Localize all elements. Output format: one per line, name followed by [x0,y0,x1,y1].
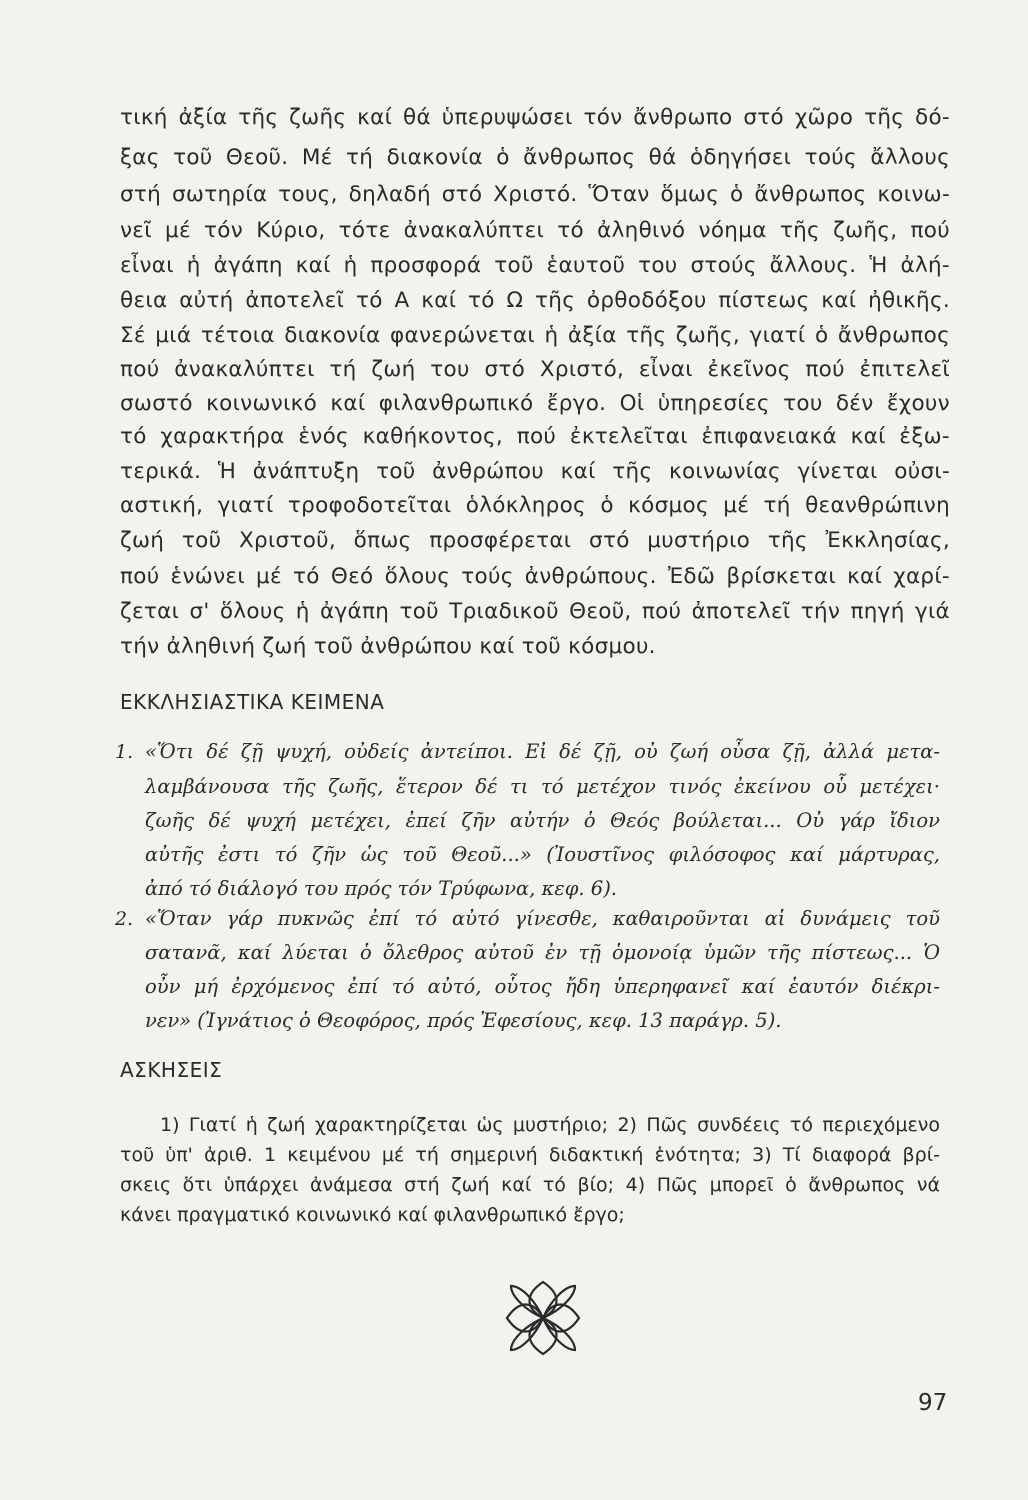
page-number: 97 [918,1390,948,1416]
quote-number: 1. [115,741,134,763]
body-line: αστική, γιατί τροφοδοτεῖται ὁλόκληρος ὁ κόσμος μέ τή θεανθρώπινη [120,493,950,518]
body-line: εἶναι ἡ ἀγάπη καί ἡ προσφορά τοῦ ἑαυτοῦ του στούς ἄλλους. Ἡ ἀλή- [120,253,950,278]
exercise-line: σκεις ὅτι ὑπάρχει ἀνάμεσα στή ζωή καί τό βίο; 4) Πῶς μπορεῖ ὁ ἄνθρωπος νά [120,1174,940,1196]
body-line: Σέ μιά τέτοια διακονία φανερώνεται ἡ ἀξία τῆς ζωῆς, γιατί ὁ ἄνθρωπος [120,323,950,348]
body-line: τήν ἀληθινή ζωή τοῦ ἀνθρώπου καί τοῦ κόσμου. [120,634,656,659]
quote-line: οὖν μή ἐρχόμενος ἐπί τό αὐτό, οὗτος ἤδη ὑπερηφανεῖ καί ἑαυτόν διέκρι- [145,975,940,998]
quote-line: «Ὅτι δέ ζῇ ψυχή, οὐδείς ἀντείποι. Εἰ δέ ζῇ, οὐ ζωή οὖσα ζῇ, ἀλλά μετα- [145,740,940,763]
four-petal-knot-ornament-icon [505,1280,581,1356]
body-line: τό χαρακτήρα ἑνός καθήκοντος, πού ἐκτελεῖται ἐπιφανειακά καί ἐξω- [120,424,950,449]
exercise-line: κάνει πραγματικό κοινωνικό καί φιλανθρωπικό ἔργο; [120,1204,625,1226]
quote-line: «Ὅταν γάρ πυκνῶς ἐπί τό αὐτό γίνεσθε, καθαιροῦνται αἱ δυνάμεις τοῦ [145,907,940,930]
exercise-line: 1) Γιατί ἡ ζωή χαρακτηρίζεται ὡς μυστήριο; 2) Πῶς συνδέεις τό περιεχόμενο [160,1114,940,1136]
exercise-line: τοῦ ὑπ' ἀριθ. 1 κειμένου μέ τή σημερινή διδακτική ἑνότητα; 3) Τί διαφορά βρί- [120,1144,940,1166]
body-line: τική ἀξία τῆς ζωῆς καί θά ὑπερυψώσει τόν ἄνθρωπο στό χῶρο τῆς δό- [120,105,950,130]
body-line: σωστό κοινωνικό καί φιλανθρωπικό ἔργο. Οἱ ὑπηρεσίες του δέν ἔχουν [120,391,950,416]
quote-line: αὐτῆς ἐστι τό ζῆν ὡς τοῦ Θεοῦ...» (Ἰουστῖνος φιλόσοφος καί μάρτυρας, [145,843,940,866]
section-heading-exercises: ΑΣΚΗΣΕΙΣ [120,1058,223,1082]
quote-line: ἀπό τό διάλογό του πρός τόν Τρύφωνα, κεφ. 6). [145,877,618,900]
body-line: ζεται σ' ὅλους ἡ ἀγάπη τοῦ Τριαδικοῦ Θεοῦ, πού ἀποτελεῖ τήν πηγή γιά [120,599,950,624]
body-line: στή σωτηρία τους, δηλαδή στό Χριστό. Ὅταν ὅμως ὁ ἄνθρωπος κοινω- [120,182,950,207]
body-line: πού ἑνώνει μέ τό Θεό ὅλους τούς ἀνθρώπους. Ἐδῶ βρίσκεται καί χαρί- [120,564,950,589]
body-line: πού ἀνακαλύπτει τή ζωή του στό Χριστό, εἶναι ἐκεῖνος πού ἐπιτελεῖ [120,357,950,382]
section-heading-church-texts: ΕΚΚΛΗΣΙΑΣΤΙΚΑ ΚΕΙΜΕΝΑ [120,690,385,714]
quote-number: 2. [115,908,134,930]
quote-line: λαμβάνουσα τῆς ζωῆς, ἕτερον δέ τι τό μετέχον τινός ἐκείνου οὗ μετέχει· [145,775,940,798]
quote-line: ζωῆς δέ ψυχή μετέχει, ἐπεί ζῆν αὐτήν ὁ Θεός βούλεται... Οὐ γάρ ἴδιον [145,809,940,832]
quote-line: νεν» (Ἰγνάτιος ὁ Θεοφόρος, πρός Ἐφεσίους, κεφ. 13 παράγρ. 5). [145,1009,782,1032]
body-line: τερικά. Ἡ ἀνάπτυξη τοῦ ἀνθρώπου καί τῆς κοινωνίας γίνεται οὐσι- [120,459,950,484]
body-line: ξας τοῦ Θεοῦ. Μέ τή διακονία ὁ ἄνθρωπος θά ὁδηγήσει τούς ἄλλους [120,145,950,170]
quote-line: σατανᾶ, καί λύεται ὁ ὄλεθρος αὐτοῦ ἐν τῇ ὁμονοίᾳ ὑμῶν τῆς πίστεως... Ὁ [145,941,940,964]
body-line: θεια αὐτή ἀποτελεῖ τό Α καί τό Ω τῆς ὀρθοδόξου πίστεως καί ἠθικῆς. [120,288,950,313]
body-line: ζωή τοῦ Χριστοῦ, ὅπως προσφέρεται στό μυστήριο τῆς Ἐκκλησίας, [120,528,950,553]
body-line: νεῖ μέ τόν Κύριο, τότε ἀνακαλύπτει τό ἀληθινό νόημα τῆς ζωῆς, πού [120,218,950,243]
